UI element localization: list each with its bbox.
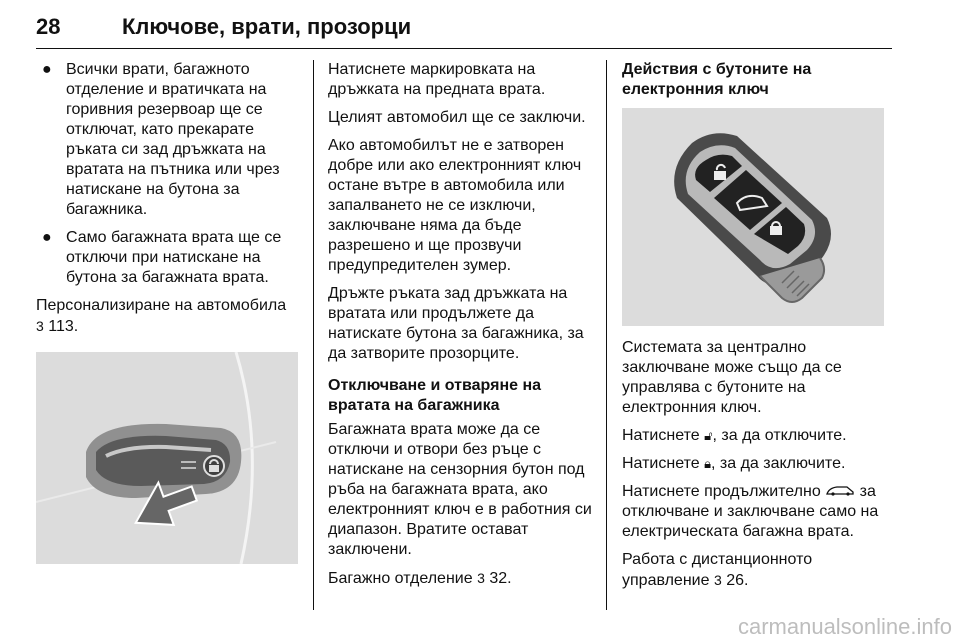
lock-icon: 🔒︎ — [704, 456, 711, 471]
page-number: 28 — [36, 14, 61, 39]
bullet-text: Всички врати, багажното отделение и вратичката на горивния резервоар ще се отключат, като прекарате ръката си зад дръжката на вратата на пътника или чрез натискане на бутона за багажника. — [66, 61, 280, 218]
page-reference[interactable] — [328, 568, 592, 589]
reference-page: 113. — [48, 318, 79, 335]
header-rule — [36, 48, 892, 49]
page-title: Ключове, врати, прозорци — [122, 14, 412, 39]
key-fob-illustration — [622, 108, 884, 326]
reference-text: Багажно отделение — [328, 570, 473, 587]
text: , за да заключите. — [711, 455, 846, 472]
text: Натиснете продължително — [622, 483, 821, 500]
column-3-body — [622, 338, 890, 599]
paragraph: Дръжте ръката зад дръжката на вратата или продължете да натискате бутона за багажника, за да затворите прозорците. — [328, 285, 584, 362]
column-divider — [606, 60, 607, 610]
column-1 — [36, 60, 304, 375]
reference-text: Персонализиране на автомобила — [36, 297, 287, 314]
page-ref-arrow-icon: 3 — [36, 318, 44, 334]
text: Натиснете — [622, 427, 700, 444]
bullet-item — [36, 228, 304, 288]
bullet-dot-icon: ● — [42, 229, 52, 246]
bullet-item — [36, 60, 304, 220]
column-divider — [313, 60, 314, 610]
page-ref-arrow-icon: 3 — [477, 570, 485, 586]
reference-page: 26. — [726, 572, 749, 589]
paragraph: Багажната врата може да се отключи и отвори без ръце с натискане на сензорния бутон под ръба на багажната врата, ако електронният ключ е в работния си диапазон. Вратите остават заключени. — [328, 421, 592, 558]
page-reference[interactable] — [622, 550, 890, 591]
paragraph: Системата за централно заключване може също да се управлява с бутоните на електронния ключ. — [622, 339, 842, 416]
column-2 — [328, 60, 592, 597]
reference-text: Работа с дистанционното управление — [622, 551, 813, 589]
paragraph — [622, 454, 890, 474]
column-3 — [622, 60, 890, 104]
text: Натиснете — [622, 455, 700, 472]
section-heading: Действия с бутоните на електронния ключ — [622, 61, 812, 98]
watermark: carmanualsonline.info — [737, 614, 952, 639]
bullet-dot-icon: ● — [42, 61, 52, 78]
tailgate-icon — [825, 483, 859, 500]
page-reference[interactable] — [36, 296, 304, 337]
paragraph: Целият автомобил ще се заключи. — [328, 109, 586, 126]
text: за отключване и заключване само на електрическата багажна врата. — [622, 483, 879, 540]
bullet-text: Само багажната врата ще се отключи при натискане на бутона за багажната врата. — [66, 229, 282, 286]
reference-page: 32. — [489, 570, 512, 587]
door-handle-illustration — [36, 352, 298, 564]
section-heading: Отключване и отваряне на вратата на багажника — [328, 377, 542, 414]
paragraph: Ако автомобилът не е затворен добре или ако електронният ключ остане вътре в автомобила или запалването не се изключи, заключване няма да бъде разрешено и ще прозвучи предупредителен зумер. — [328, 137, 582, 274]
paragraph: Натиснете маркировката на дръжката на предната врата. — [328, 61, 546, 98]
paragraph — [622, 482, 890, 542]
page-header — [36, 10, 888, 46]
paragraph — [622, 426, 890, 446]
unlock-icon: 🔓︎ — [704, 428, 713, 443]
text: , за да отключите. — [712, 427, 847, 444]
page-ref-arrow-icon: 3 — [713, 572, 722, 588]
